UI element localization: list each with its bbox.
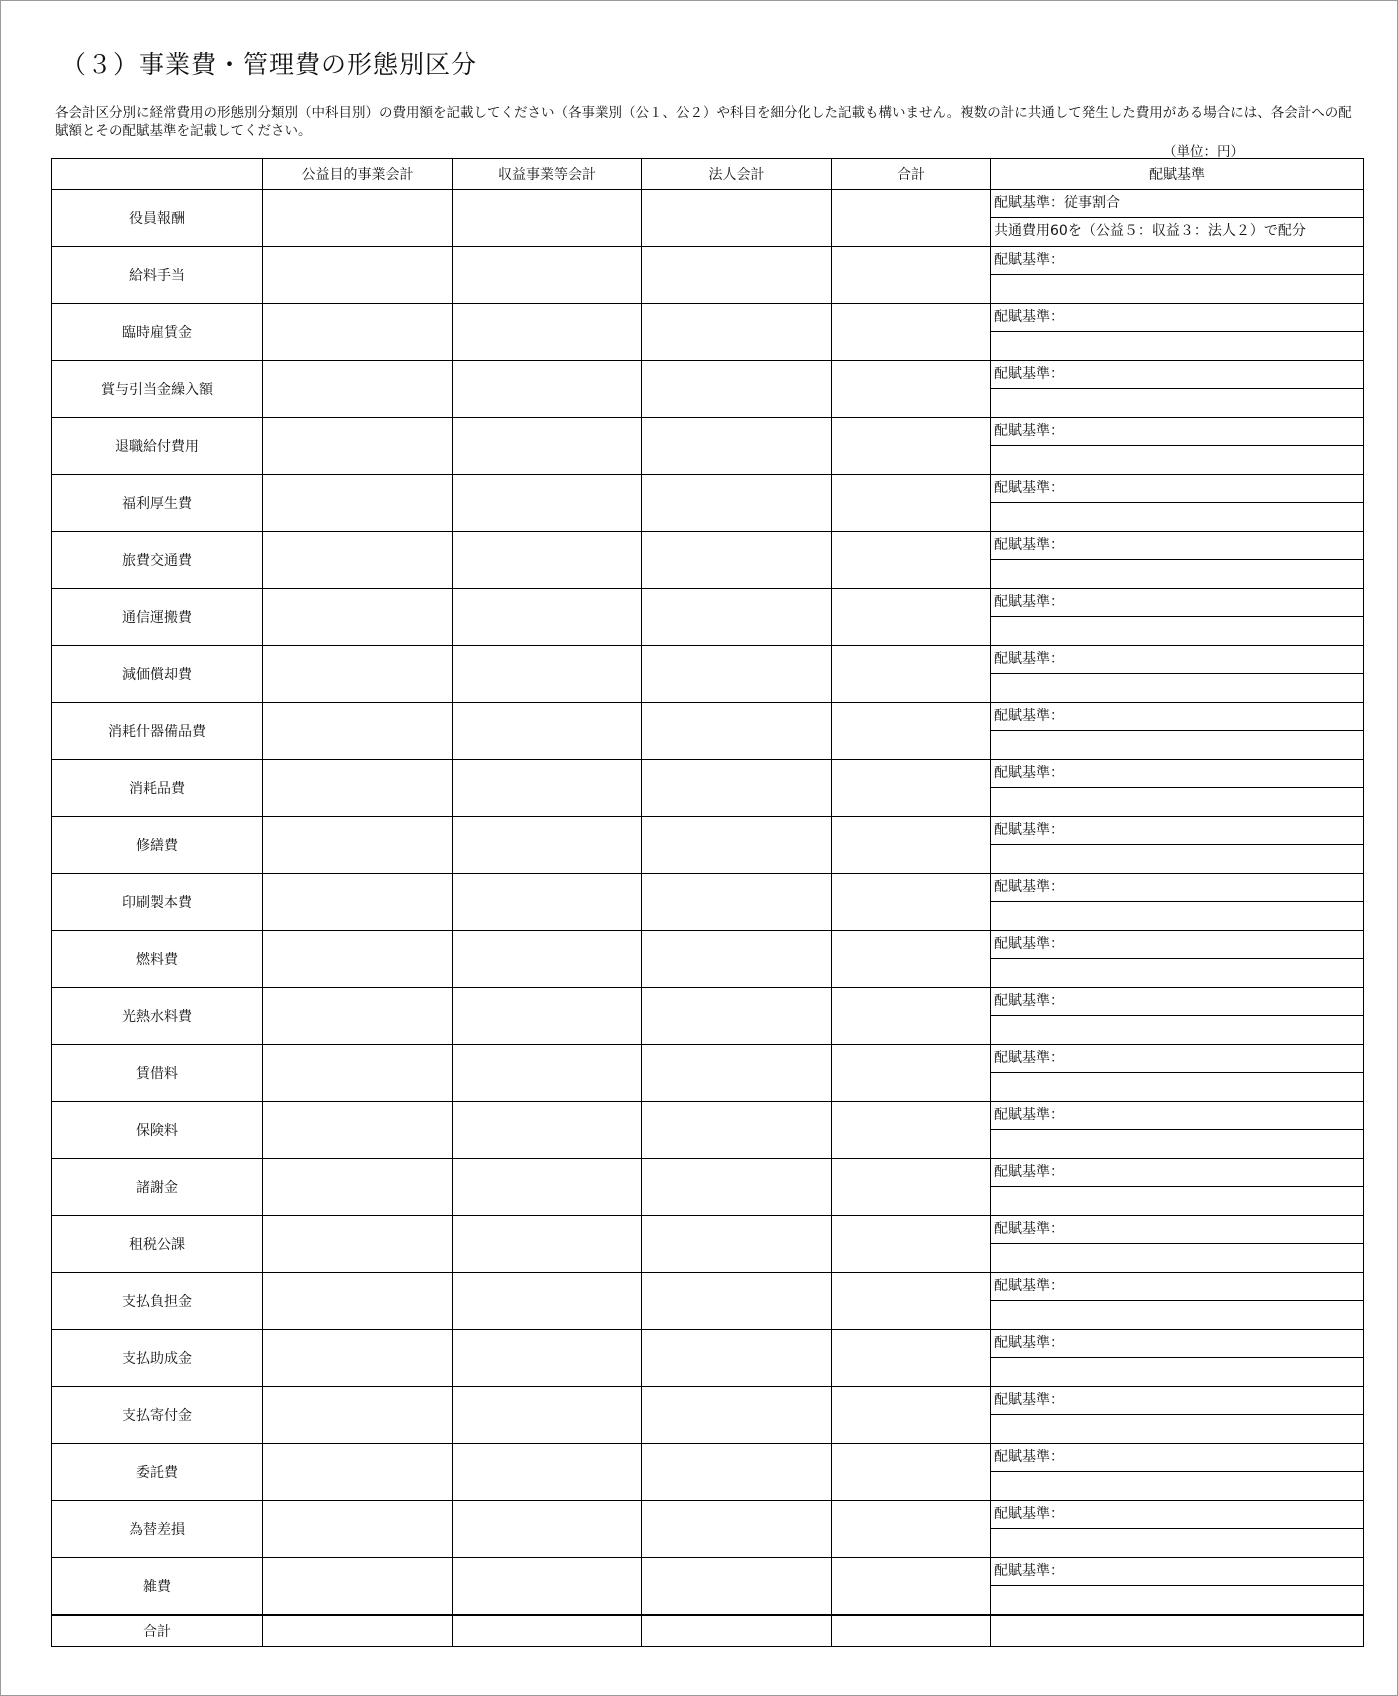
allocation-basis-cell [991,1273,1364,1330]
allocation-basis-label[interactable]: 配賦基準： [991,817,1363,845]
row-label: 福利厚生費 [52,475,263,532]
allocation-basis-cell [991,1102,1364,1159]
allocation-basis-note[interactable] [991,959,1363,987]
total-label: 合計 [52,1615,263,1647]
allocation-basis-label[interactable]: 配賦基準： [991,1501,1363,1529]
cell-total[interactable] [832,190,991,247]
cell-profit-business[interactable] [453,1102,642,1159]
cell-profit-business[interactable] [453,1444,642,1501]
allocation-basis-label[interactable]: 配賦基準： [991,361,1363,389]
row-label: 為替差損 [52,1501,263,1558]
allocation-basis-cell [991,988,1364,1045]
cell-corporate[interactable] [642,1387,832,1444]
allocation-basis-label[interactable]: 配賦基準： [991,475,1363,503]
cell-public-benefit[interactable] [263,532,453,589]
header-profit-business: 収益事業等会計 [453,159,642,190]
allocation-basis-label[interactable]: 配賦基準： [991,589,1363,617]
cell-public-benefit[interactable] [263,1159,453,1216]
allocation-basis-label[interactable]: 配賦基準： [991,874,1363,902]
header-row [52,159,1364,190]
total-row [52,1615,1364,1647]
cell-public-benefit[interactable] [263,1045,453,1102]
cell-public-benefit[interactable] [263,703,453,760]
table-row [52,931,1364,988]
allocation-basis-note[interactable] [991,1130,1363,1158]
allocation-basis-cell [991,1387,1364,1444]
cell-corporate[interactable] [642,361,832,418]
table-row [52,703,1364,760]
allocation-basis-cell [991,247,1364,304]
table-row [52,988,1364,1045]
cell-profit-business[interactable] [453,532,642,589]
allocation-basis-cell [991,418,1364,475]
cell-public-benefit[interactable] [263,475,453,532]
cell-corporate[interactable] [642,1102,832,1159]
row-label: 燃料費 [52,931,263,988]
cell-total[interactable] [832,1330,991,1387]
cell-profit-business[interactable] [453,1387,642,1444]
cell-public-benefit[interactable] [263,190,453,247]
cell-profit-business[interactable] [453,931,642,988]
allocation-basis-cell [991,190,1364,247]
allocation-basis-note[interactable] [991,902,1363,930]
cell-total[interactable] [832,760,991,817]
cell-profit-business[interactable] [453,874,642,931]
cell-total[interactable] [832,1558,991,1616]
cell-total[interactable] [832,532,991,589]
cell-public-benefit[interactable] [263,1273,453,1330]
cell-public-benefit[interactable] [263,760,453,817]
cell-corporate[interactable] [642,646,832,703]
allocation-basis-label[interactable]: 配賦基準： [991,1102,1363,1130]
row-label: 役員報酬 [52,190,263,247]
row-label: 臨時雇賃金 [52,304,263,361]
cell-total[interactable] [832,988,991,1045]
allocation-basis-label[interactable]: 配賦基準： [991,988,1363,1016]
cell-profit-business[interactable] [453,1273,642,1330]
cell-public-benefit[interactable] [263,646,453,703]
row-label: 通信運搬費 [52,589,263,646]
table-row [52,247,1364,304]
row-label: 賃借料 [52,1045,263,1102]
row-label: 消耗什器備品費 [52,703,263,760]
allocation-basis-label[interactable]: 配賦基準： [991,1216,1363,1244]
cell-corporate[interactable] [642,703,832,760]
table-row [52,1045,1364,1102]
allocation-basis-label[interactable]: 配賦基準： [991,646,1363,674]
cell-profit-business[interactable] [453,760,642,817]
allocation-basis-note[interactable] [991,389,1363,417]
table-row [52,1102,1364,1159]
table-row [52,1159,1364,1216]
allocation-basis-note[interactable] [991,845,1363,873]
cell-corporate[interactable] [642,874,832,931]
total-cell-total[interactable] [832,1615,991,1647]
allocation-basis-label[interactable]: 配賦基準： [991,931,1363,959]
cell-total[interactable] [832,1387,991,1444]
allocation-basis-cell [991,304,1364,361]
allocation-basis-note[interactable] [991,1187,1363,1215]
allocation-basis-note[interactable] [991,1301,1363,1329]
allocation-basis-cell [991,874,1364,931]
cell-total[interactable] [832,646,991,703]
cell-public-benefit[interactable] [263,1387,453,1444]
row-label: 消耗品費 [52,760,263,817]
cell-public-benefit[interactable] [263,589,453,646]
expense-table [51,158,1364,1647]
table-row [52,418,1364,475]
cell-corporate[interactable] [642,589,832,646]
cell-total[interactable] [832,361,991,418]
table-row [52,1501,1364,1558]
cell-corporate[interactable] [642,475,832,532]
cell-profit-business[interactable] [453,646,642,703]
cell-total[interactable] [832,1159,991,1216]
cell-public-benefit[interactable] [263,361,453,418]
cell-public-benefit[interactable] [263,1558,453,1616]
row-label: 支払寄付金 [52,1387,263,1444]
cell-profit-business[interactable] [453,475,642,532]
row-label: 減価償却費 [52,646,263,703]
cell-profit-business[interactable] [453,418,642,475]
allocation-basis-label[interactable]: 配賦基準： [991,1330,1363,1358]
allocation-basis-label[interactable]: 配賦基準： [991,1387,1363,1415]
allocation-basis-note[interactable] [991,1244,1363,1272]
row-label: 修繕費 [52,817,263,874]
table-row [52,589,1364,646]
allocation-basis-cell [991,1558,1364,1616]
cell-total[interactable] [832,475,991,532]
allocation-basis-label[interactable]: 配賦基準： [991,247,1363,275]
row-label: 光熱水料費 [52,988,263,1045]
allocation-basis-cell [991,1330,1364,1387]
cell-public-benefit[interactable] [263,418,453,475]
cell-public-benefit[interactable] [263,247,453,304]
allocation-basis-note[interactable] [991,731,1363,759]
cell-corporate[interactable] [642,1444,832,1501]
table-row [52,817,1364,874]
allocation-basis-note[interactable] [991,1415,1363,1443]
cell-corporate[interactable] [642,931,832,988]
cell-profit-business[interactable] [453,304,642,361]
allocation-basis-cell [991,1444,1364,1501]
cell-public-benefit[interactable] [263,931,453,988]
cell-profit-business[interactable] [453,589,642,646]
allocation-basis-label[interactable]: 配賦基準： [991,1159,1363,1187]
cell-profit-business[interactable] [453,361,642,418]
row-label: 支払負担金 [52,1273,263,1330]
cell-profit-business[interactable] [453,817,642,874]
table-row [52,361,1364,418]
cell-corporate[interactable] [642,1159,832,1216]
allocation-basis-cell [991,1159,1364,1216]
allocation-basis-note[interactable] [991,275,1363,303]
allocation-basis-label[interactable]: 配賦基準： [991,304,1363,332]
header-public-benefit: 公益目的事業会計 [263,159,453,190]
cell-total[interactable] [832,874,991,931]
table-row [52,1387,1364,1444]
cell-profit-business[interactable] [453,190,642,247]
cell-corporate[interactable] [642,1558,832,1616]
total-cell-corporate[interactable] [642,1615,832,1647]
allocation-basis-note[interactable]: 共通費用60を（公益５：収益３：法人２）で配分 [994,223,1306,239]
cell-total[interactable] [832,418,991,475]
allocation-basis-note[interactable] [991,788,1363,816]
row-label: 退職給付費用 [52,418,263,475]
allocation-basis-label[interactable]: 配賦基準： [991,1045,1363,1073]
table-row [52,1558,1364,1616]
cell-total[interactable] [832,1045,991,1102]
cell-corporate[interactable] [642,817,832,874]
cell-total[interactable] [832,247,991,304]
cell-total[interactable] [832,1273,991,1330]
cell-total[interactable] [832,931,991,988]
cell-corporate[interactable] [642,418,832,475]
allocation-basis-note[interactable] [991,503,1363,531]
row-label: 租税公課 [52,1216,263,1273]
row-label: 委託費 [52,1444,263,1501]
cell-corporate[interactable] [642,988,832,1045]
cell-total[interactable] [832,817,991,874]
header-corporate: 法人会計 [642,159,832,190]
total-cell-public-benefit[interactable] [263,1615,453,1647]
allocation-basis-note[interactable] [991,332,1363,360]
cell-public-benefit[interactable] [263,304,453,361]
allocation-basis-note[interactable] [991,617,1363,645]
allocation-basis-label[interactable]: 配賦基準：従事割合 [991,190,1363,218]
cell-corporate[interactable] [642,760,832,817]
table-row [52,475,1364,532]
cell-total[interactable] [832,703,991,760]
allocation-basis-cell [991,703,1364,760]
cell-profit-business[interactable] [453,1216,642,1273]
allocation-basis-label[interactable]: 配賦基準： [991,1558,1363,1586]
allocation-basis-cell [991,589,1364,646]
cell-profit-business[interactable] [453,1330,642,1387]
cell-profit-business[interactable] [453,247,642,304]
cell-corporate[interactable] [642,1330,832,1387]
cell-corporate[interactable] [642,190,832,247]
allocation-basis-label[interactable]: 配賦基準： [991,760,1363,788]
cell-public-benefit[interactable] [263,817,453,874]
cell-public-benefit[interactable] [263,1330,453,1387]
header-item [52,159,263,190]
total-cell-profit-business[interactable] [453,1615,642,1647]
allocation-basis-cell [991,1045,1364,1102]
instructions-text: 各会計区分別に経常費用の形態別分類別（中科目別）の費用額を記載してください（各事業別（公１、公２）や科目を細分化した記載も構いません。複数の計に共通して発生した費用がある場合には、各会計への配賦額とその配賦基準を記載してください。 [55,105,1352,139]
cell-profit-business[interactable] [453,1159,642,1216]
cell-public-benefit[interactable] [263,1102,453,1159]
table-row [52,646,1364,703]
allocation-basis-label[interactable]: 配賦基準： [991,703,1363,731]
allocation-basis-note[interactable] [991,1586,1363,1614]
cell-public-benefit[interactable] [263,874,453,931]
table-row [52,1273,1364,1330]
row-label: 雑費 [52,1558,263,1616]
table-row [52,1444,1364,1501]
cell-total[interactable] [832,1444,991,1501]
row-label: 諸謝金 [52,1159,263,1216]
table-row [52,1216,1364,1273]
cell-corporate[interactable] [642,532,832,589]
cell-profit-business[interactable] [453,1045,642,1102]
header-total: 合計 [832,159,991,190]
allocation-basis-note[interactable] [991,1529,1363,1557]
table-row [52,874,1364,931]
allocation-basis-note[interactable] [991,446,1363,474]
allocation-basis-cell [991,760,1364,817]
allocation-basis-cell [991,1501,1364,1558]
cell-public-benefit[interactable] [263,1216,453,1273]
cell-profit-business[interactable] [453,988,642,1045]
row-label: 旅費交通費 [52,532,263,589]
page-title: （３）事業費・管理費の形態別区分 [61,50,478,79]
cell-profit-business[interactable] [453,1501,642,1558]
allocation-basis-label[interactable]: 配賦基準： [991,1444,1363,1472]
allocation-basis-label[interactable]: 配賦基準： [991,532,1363,560]
allocation-basis-cell [991,1216,1364,1273]
cell-public-benefit[interactable] [263,988,453,1045]
cell-total[interactable] [832,589,991,646]
allocation-basis-note[interactable] [991,674,1363,702]
allocation-basis-label[interactable]: 配賦基準： [991,418,1363,446]
allocation-basis-note[interactable] [991,1016,1363,1044]
cell-total[interactable] [832,304,991,361]
header-allocation-basis: 配賦基準 [991,159,1364,190]
cell-corporate[interactable] [642,304,832,361]
allocation-basis-label[interactable]: 配賦基準： [991,1273,1363,1301]
allocation-basis-note[interactable] [991,560,1363,588]
unit-label: （単位：円） [1163,144,1244,160]
cell-corporate[interactable] [642,247,832,304]
table-row [52,1330,1364,1387]
allocation-basis-cell [991,475,1364,532]
row-label: 給料手当 [52,247,263,304]
cell-profit-business[interactable] [453,703,642,760]
row-label: 賞与引当金繰入額 [52,361,263,418]
cell-corporate[interactable] [642,1501,832,1558]
cell-corporate[interactable] [642,1273,832,1330]
total-cell-basis[interactable] [991,1615,1364,1647]
cell-total[interactable] [832,1102,991,1159]
allocation-basis-cell [991,646,1364,703]
table-row [52,190,1364,247]
row-label: 印刷製本費 [52,874,263,931]
cell-public-benefit[interactable] [263,1444,453,1501]
cell-public-benefit[interactable] [263,1501,453,1558]
cell-total[interactable] [832,1216,991,1273]
allocation-basis-cell [991,931,1364,988]
allocation-basis-cell [991,817,1364,874]
allocation-basis-cell [991,532,1364,589]
cell-corporate[interactable] [642,1045,832,1102]
row-label: 支払助成金 [52,1330,263,1387]
cell-profit-business[interactable] [453,1558,642,1616]
row-label: 保険料 [52,1102,263,1159]
table-row [52,304,1364,361]
table-row [52,532,1364,589]
table-row [52,760,1364,817]
allocation-basis-note[interactable] [991,1358,1363,1386]
allocation-basis-note[interactable] [991,1073,1363,1101]
cell-corporate[interactable] [642,1216,832,1273]
allocation-basis-cell [991,361,1364,418]
cell-total[interactable] [832,1501,991,1558]
allocation-basis-note[interactable] [991,1472,1363,1500]
